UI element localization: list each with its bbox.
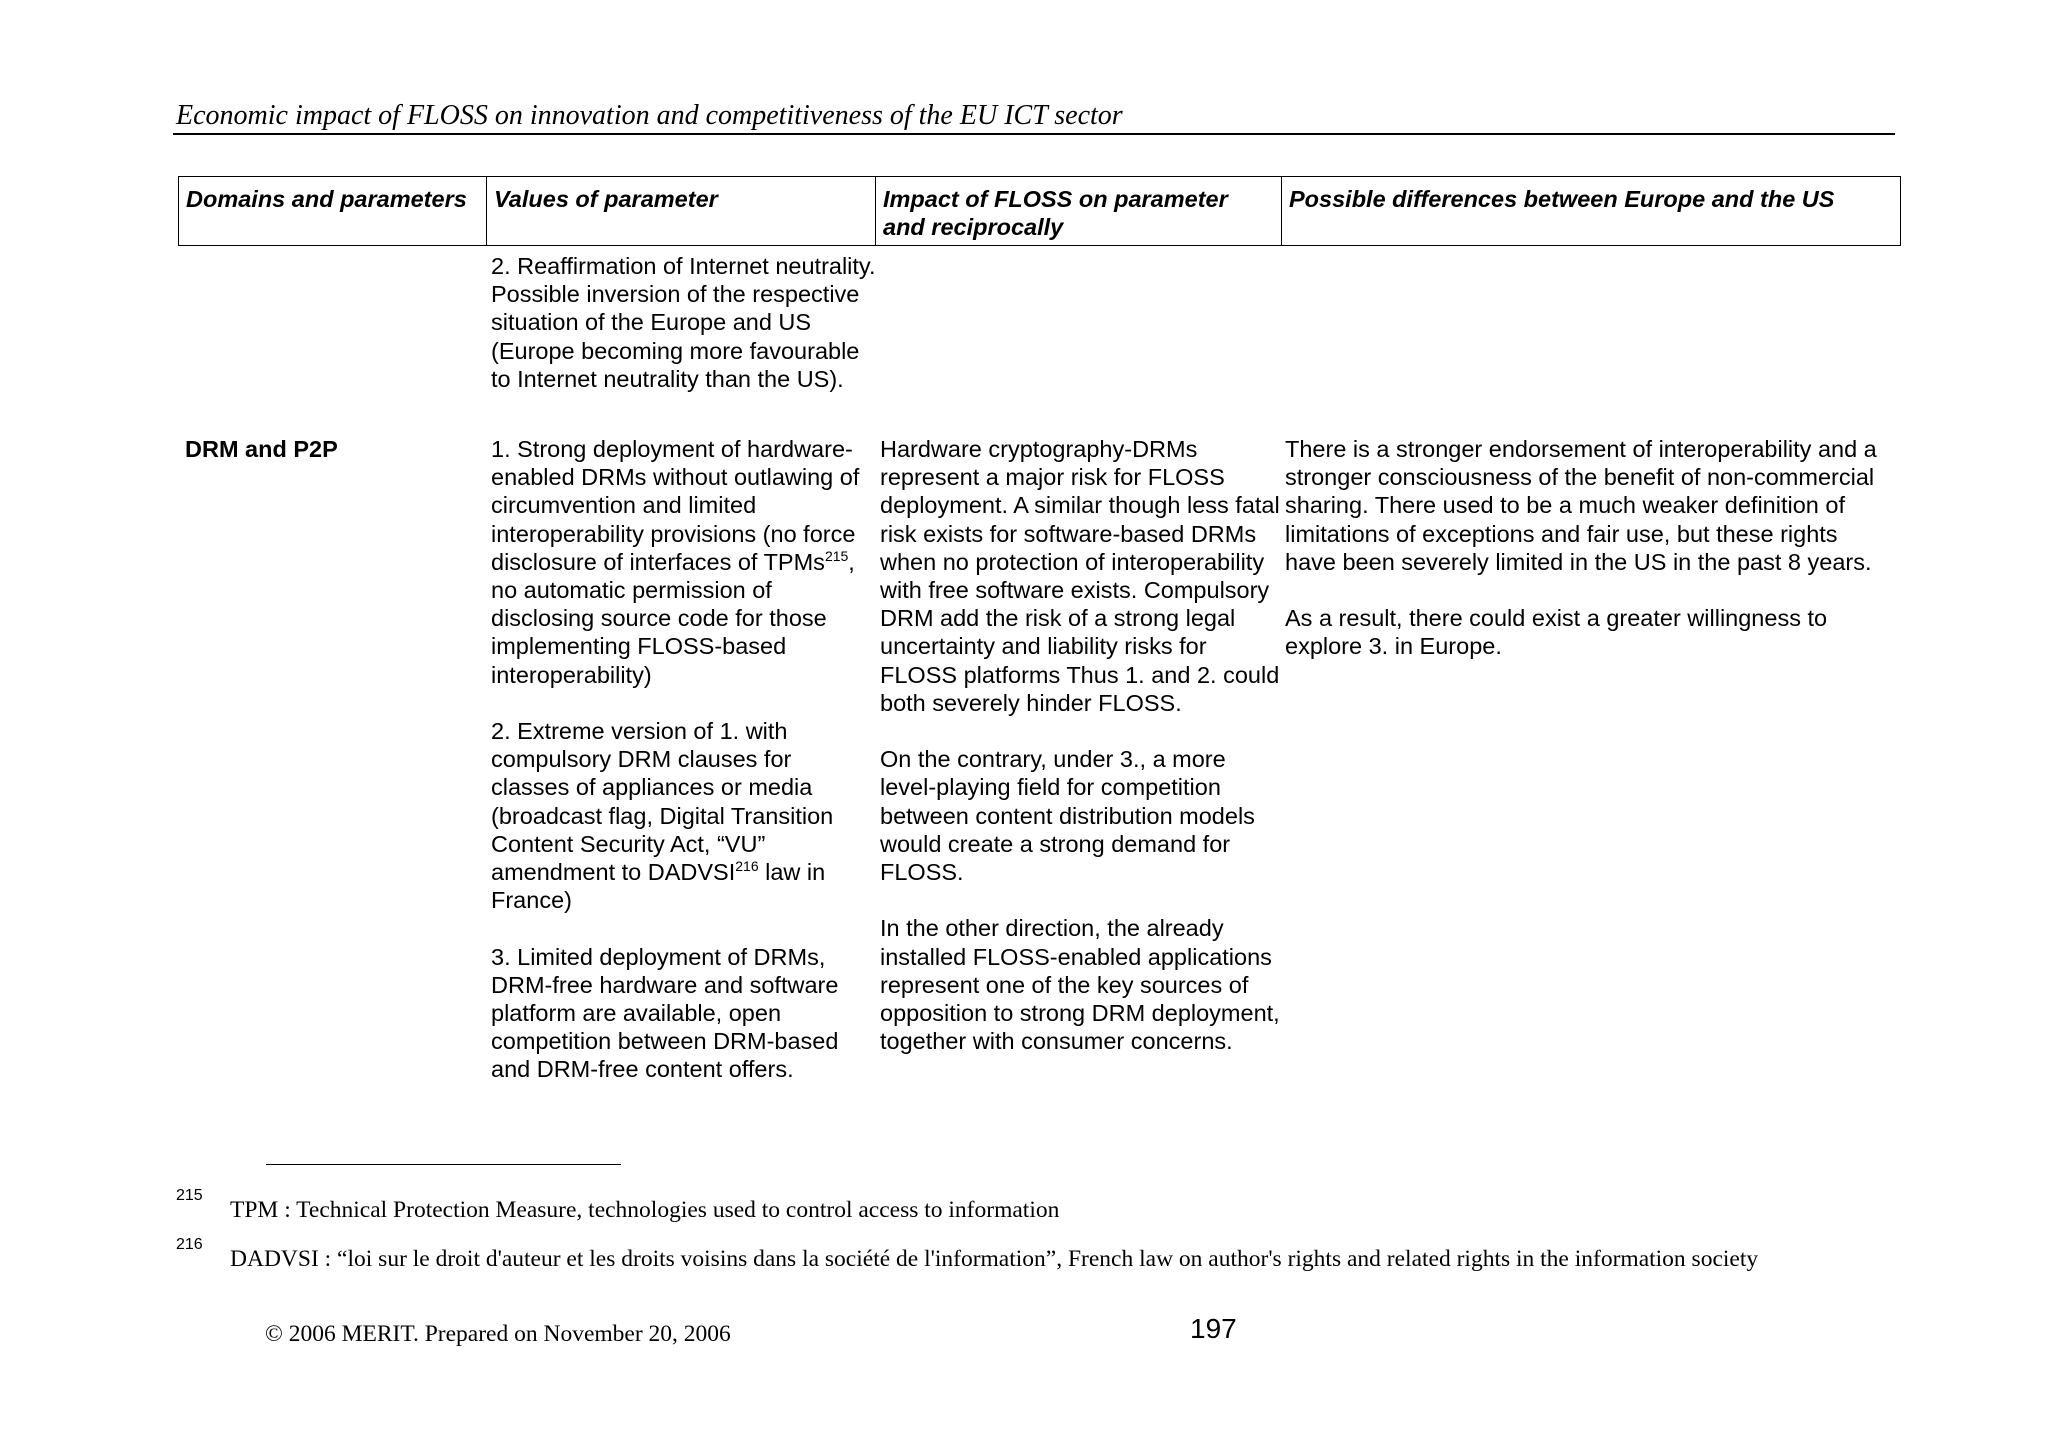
differences-paragraph-1: There is a stronger endorsement of interoperability and a stronger consciousness of the benefit of non-commercial sharing. There used to be a much weaker definition of limitations of exceptions and fair use, but these rights have been severely limited in the US in the past 8 years. xyxy=(1285,436,1877,575)
values-cell xyxy=(491,435,876,1084)
footnote-number: 215 xyxy=(176,1187,203,1204)
footnote-separator xyxy=(266,1164,621,1165)
column-header-differences: Possible differences between Europe and the US xyxy=(1281,177,1899,245)
column-header-impact: Impact of FLOSS on parameter and reciprocally xyxy=(875,177,1281,245)
page-number: 197 xyxy=(1190,1313,1237,1344)
column-header-domains: Domains and parameters xyxy=(186,186,467,212)
impact-paragraph-3: In the other direction, the already installed FLOSS-enabled applications represent one of the key sources of opposition to strong DRM deployment, together with consumer concerns. xyxy=(880,915,1280,1055)
footer-copyright: © 2006 MERIT. Prepared on November 20, 2006 xyxy=(265,1321,731,1347)
continued-row-values xyxy=(491,252,876,393)
value-paragraph-1 xyxy=(491,435,876,689)
column-header-values: Values of parameter xyxy=(486,177,875,245)
footnote-text: DADVSI : “loi sur le droit d'auteur et les droits voisins dans la société de l'information”, French law on author's rights and related rights in the information society xyxy=(230,1246,1759,1272)
footnote-text: TPM : Technical Protection Measure, technologies used to control access to information xyxy=(230,1197,1060,1223)
value-text: 1. Strong deployment of hardware-enabled DRMs without outlawing of circumvention and limited interoperability provisions (no force disclosure of interfaces of TPMs xyxy=(491,436,860,575)
table-header-row xyxy=(178,176,1901,246)
value-text: law in France) xyxy=(491,859,826,914)
impact-paragraph-1: Hardware cryptography-DRMs represent a major risk for FLOSS deployment. A similar though less fatal risk exists for software-based DRMs when no protection of interoperability with free software exists. Compulsory DRM add the risk of a strong legal uncertainty and liability risks for FLOSS platforms Thus 1. and 2. could both severely hinder FLOSS. xyxy=(880,436,1280,716)
header-rule xyxy=(173,133,1895,135)
footnote-ref: 215 xyxy=(824,547,849,564)
value-paragraph: 2. Reaffirmation of Internet neutrality. Possible inversion of the respective situation of the Europe and US (Europe becoming more favourable to Internet neutrality than the US). xyxy=(491,253,876,392)
value-text: , no automatic permission of disclosing source code for those implementing FLOSS-based interoperability) xyxy=(491,548,855,688)
running-header: Economic impact of FLOSS on innovation and competitiveness of the EU ICT sector xyxy=(176,100,1123,131)
differences-cell xyxy=(1285,435,1893,661)
value-text: 2. Extreme version of 1. with compulsory DRM clauses for classes of appliances or media (broadcast flag, Digital Transition Content Security Act, “VU” amendment to DADVSI xyxy=(491,718,834,886)
footnote-ref: 216 xyxy=(735,858,759,875)
footnote-number: 216 xyxy=(176,1236,203,1253)
differences-paragraph-2: As a result, there could exist a greater willingness to explore 3. in Europe. xyxy=(1285,605,1828,660)
domain-label: DRM and P2P xyxy=(185,436,338,462)
value-paragraph-2 xyxy=(491,717,876,914)
value-paragraph-3: 3. Limited deployment of DRMs, DRM-free hardware and software platform are available, open competition between DRM-based and DRM-free content offers. xyxy=(491,943,839,1083)
impact-cell xyxy=(880,435,1280,1055)
impact-paragraph-2: On the contrary, under 3., a more level-playing field for competition between content distribution models would create a strong demand for FLOSS. xyxy=(880,746,1255,886)
